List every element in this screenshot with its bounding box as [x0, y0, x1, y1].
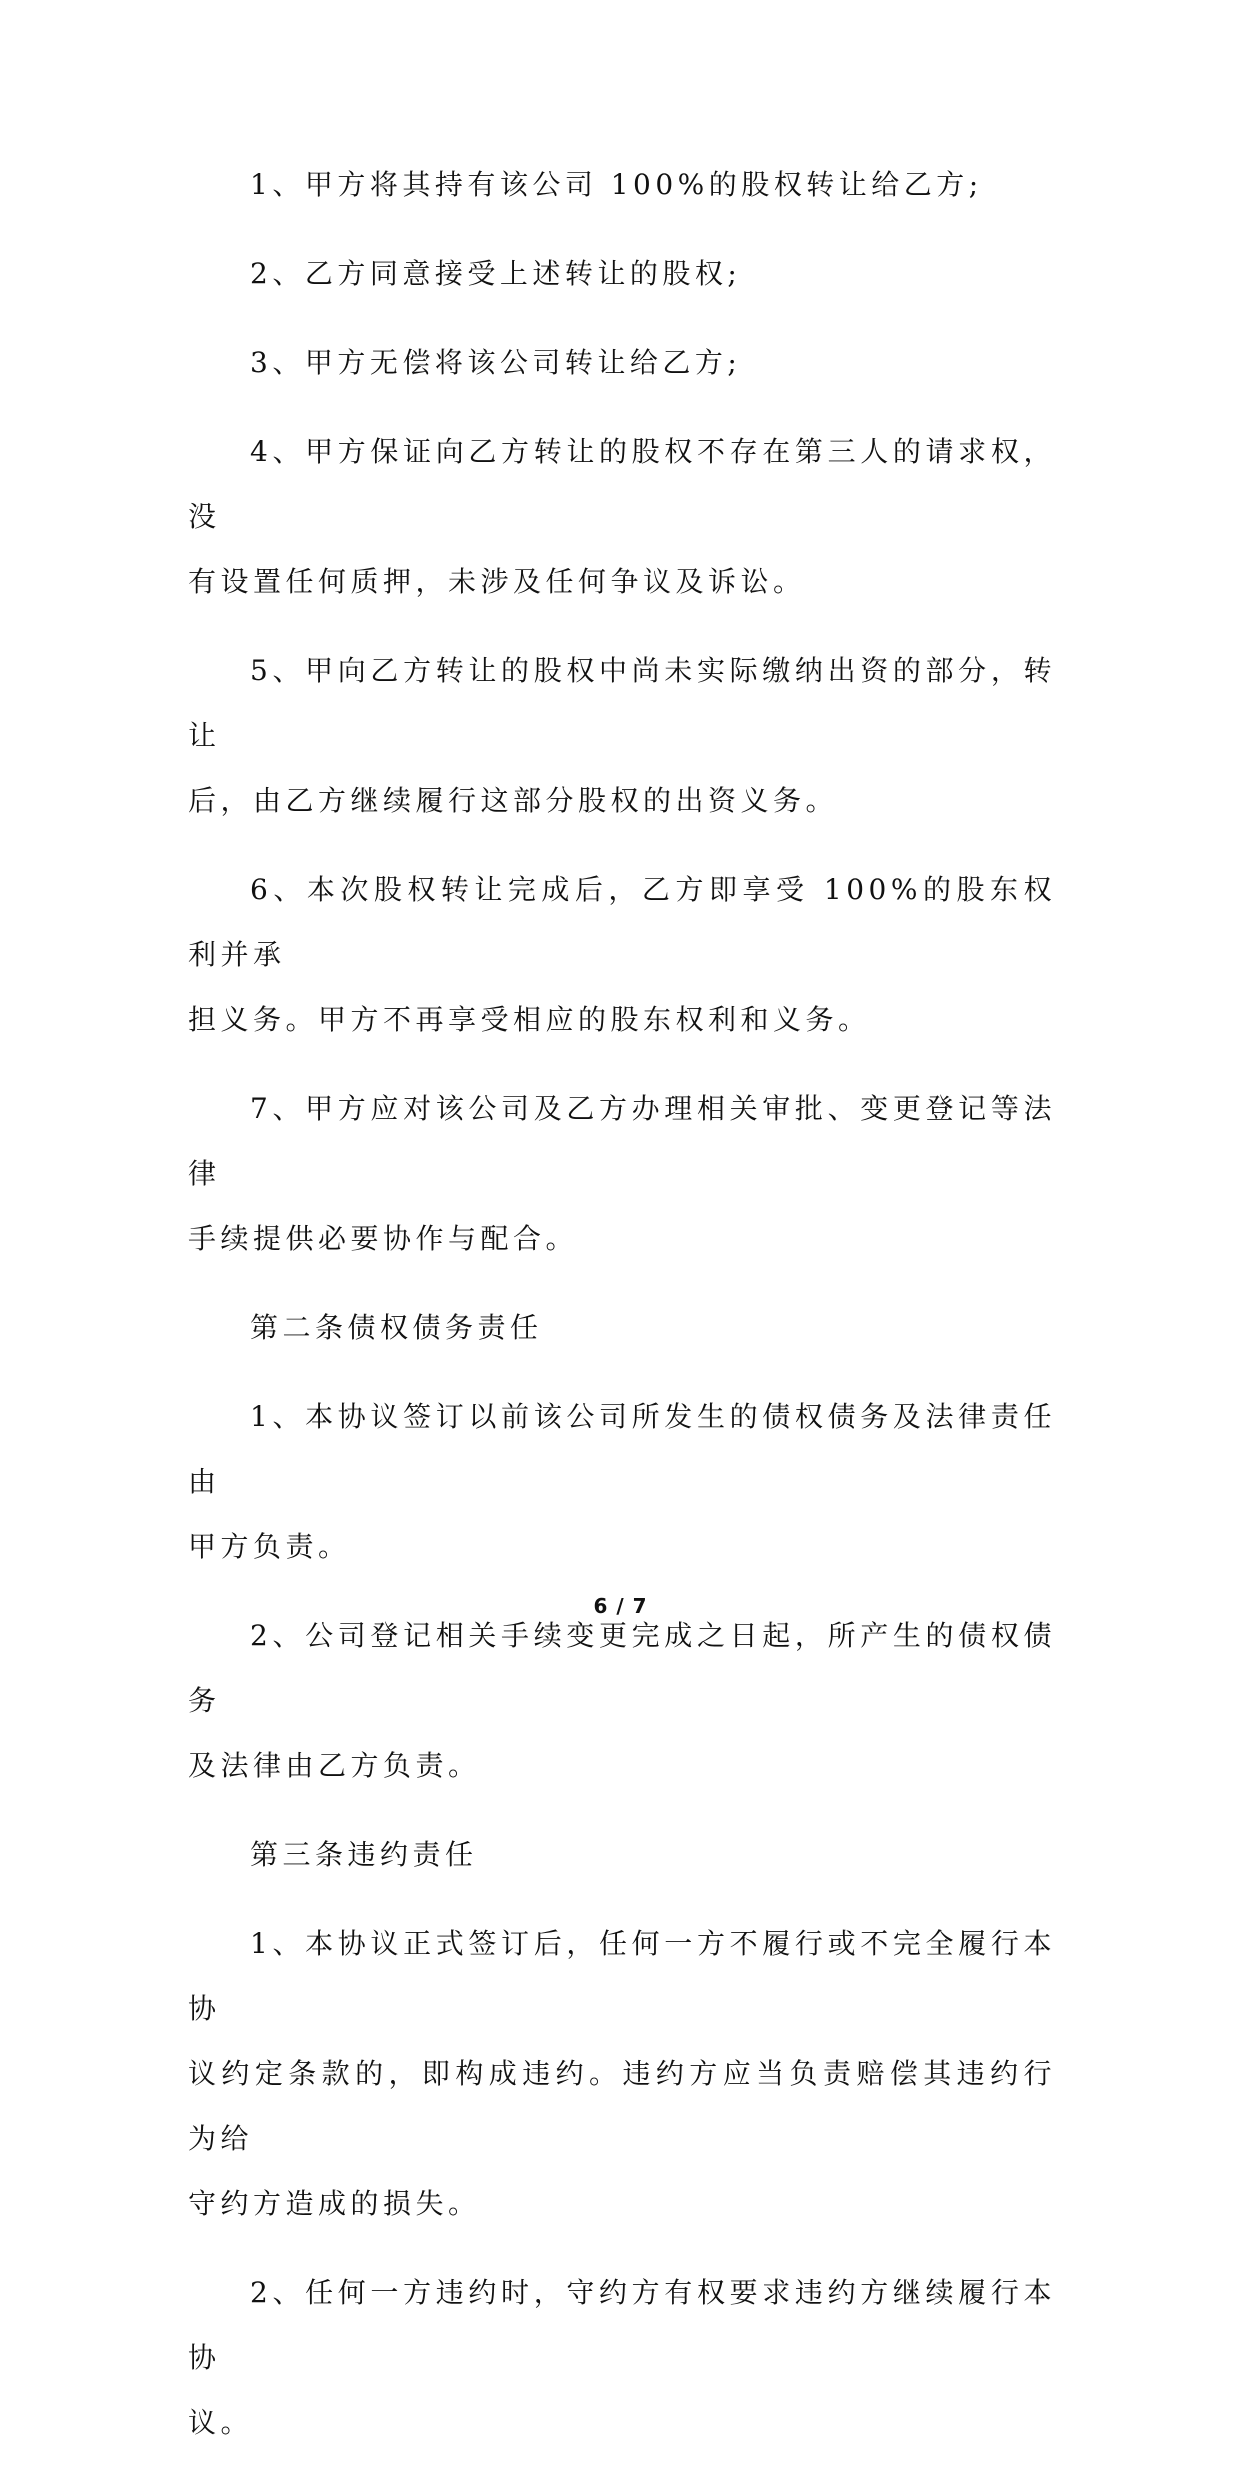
section-heading — [188, 1822, 1056, 1887]
paragraph-line: 1、本协议正式签订后，任何一方不履行或不完全履行本协 — [188, 1927, 1056, 2025]
clause-paragraph — [188, 152, 1056, 217]
paragraph-line: 甲方负责。 — [188, 1530, 351, 1563]
clause-paragraph — [188, 857, 1056, 1052]
paragraph-line: 议。 — [188, 2406, 254, 2439]
paragraph-line: 担义务。甲方不再享受相应的股东权利和义务。 — [188, 1003, 871, 1036]
paragraph-line: 2、乙方同意接受上述转让的股权; — [250, 257, 742, 290]
clause-paragraph — [188, 419, 1056, 614]
clause-paragraph — [188, 241, 1056, 306]
paragraph-line: 1、本协议签订以前该公司所发生的债权债务及法律责任由 — [188, 1400, 1056, 1498]
paragraph-line: 守约方造成的损失。 — [188, 2187, 481, 2220]
page-number: 6 / 7 — [593, 1594, 648, 1618]
section-heading-text: 第二条债权债务责任 — [250, 1311, 543, 1344]
paragraph-line: 2、任何一方违约时，守约方有权要求违约方继续履行本协 — [188, 2276, 1056, 2374]
paragraph-line: 3、甲方无偿将该公司转让给乙方; — [250, 346, 742, 379]
paragraph-line: 7、甲方应对该公司及乙方办理相关审批、变更登记等法律 — [188, 1092, 1056, 1190]
section-heading — [188, 1295, 1056, 1360]
paragraph-line: 1、甲方将其持有该公司 100%的股权转让给乙方; — [250, 168, 983, 201]
paragraph-line: 4、甲方保证向乙方转让的股权不存在第三人的请求权，没 — [188, 435, 1056, 533]
clause-paragraph — [188, 638, 1056, 833]
paragraph-line: 5、甲向乙方转让的股权中尚未实际缴纳出资的部分，转让 — [188, 654, 1056, 752]
section-heading-text: 第三条违约责任 — [250, 1838, 478, 1871]
clause-paragraph — [188, 330, 1056, 395]
paragraph-line: 及法律由乙方负责。 — [188, 1749, 481, 1782]
paragraph-line: 后，由乙方继续履行这部分股权的出资义务。 — [188, 784, 839, 817]
document-body — [188, 152, 1056, 2479]
clause-paragraph — [188, 1911, 1056, 2236]
paragraph-line: 2、公司登记相关手续变更完成之日起，所产生的债权债务 — [188, 1619, 1056, 1717]
paragraph-line: 议约定条款的，即构成违约。违约方应当负责赔偿其违约行为给 — [188, 2057, 1056, 2155]
paragraph-line: 6、本次股权转让完成后，乙方即享受 100%的股东权利并承 — [188, 873, 1056, 971]
clause-paragraph — [188, 1384, 1056, 1579]
clause-paragraph — [188, 2260, 1056, 2455]
clause-paragraph — [188, 1076, 1056, 1271]
paragraph-line: 手续提供必要协作与配合。 — [188, 1222, 579, 1255]
paragraph-line: 有设置任何质押，未涉及任何争议及诉讼。 — [188, 565, 806, 598]
clause-paragraph — [188, 1603, 1056, 1798]
